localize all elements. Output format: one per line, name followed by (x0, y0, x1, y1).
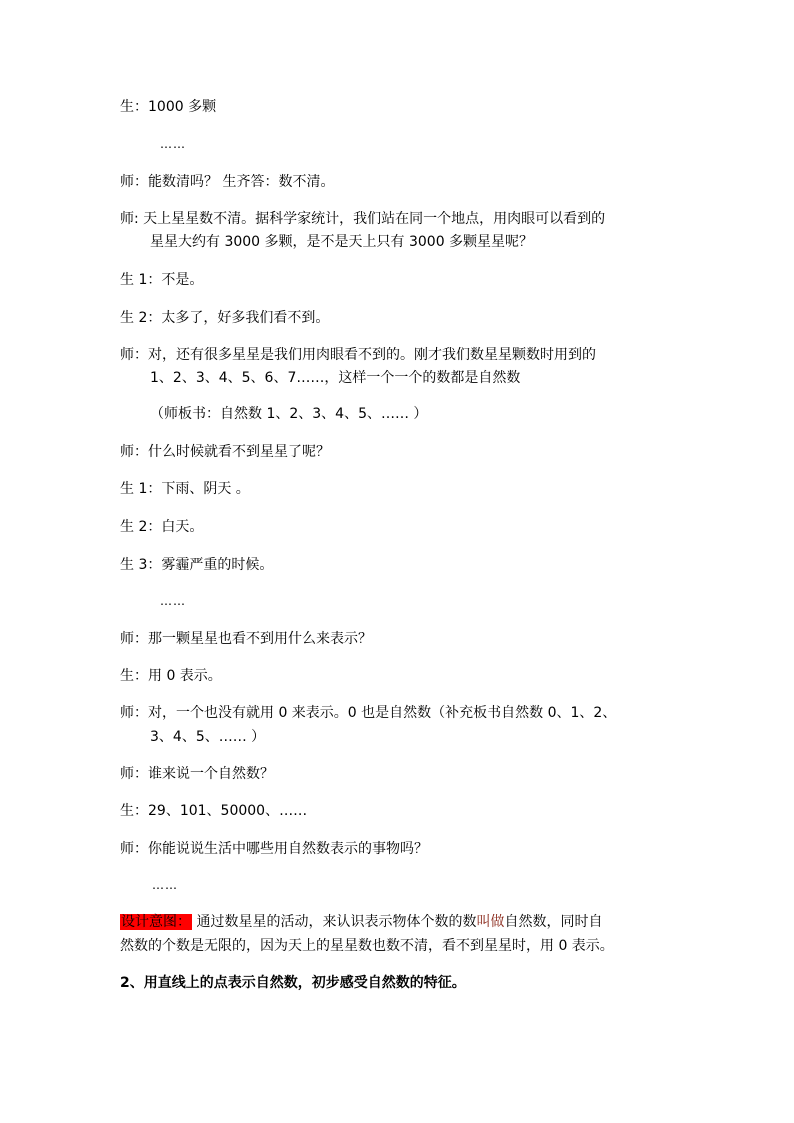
dialogue-line: 师: 天上星星数不清。据科学家统计，我们站在同一个地点，用肉眼可以看到的 (120, 211, 606, 227)
dialogue-line: 师：什么时候就看不到星星了呢？ (120, 444, 330, 460)
design-intent-text: 通过数星星的活动，来认识表示物体个数的数 (196, 914, 477, 930)
dialogue-line: 生：29、101、50000、…… (120, 803, 308, 819)
dialogue-line: 师：你能说说生活中哪些用自然数表示的事物吗？ (120, 841, 428, 857)
dialogue-line: 生：1000 多颗 (120, 99, 217, 115)
dialogue-line: 生 3：雾霾严重的时候。 (120, 557, 274, 573)
dialogue-line-continuation: 1、2、3、4、5、6、7……，这样一个一个的数都是自然数 (150, 370, 521, 386)
dialogue-line: 师：那一颗星星也看不到用什么来表示？ (120, 631, 372, 647)
design-intent-text-end: 自然数，同时自 (504, 914, 603, 930)
dialogue-line: 生 1：下雨、阴天 。 (120, 481, 250, 497)
ellipsis-line: …… (152, 878, 178, 892)
dialogue-line-continuation: 星星大约有 3000 多颗，是不是天上只有 3000 多颗星星呢？ (150, 234, 534, 250)
dialogue-line: 师：对，一个也没有就用 0 来表示。0 也是自然数（补充板书自然数 0、1、2、 (120, 705, 617, 721)
design-intent-highlight: 叫做 (476, 914, 505, 930)
design-intent-line-2: 然数的个数是无限的，因为天上的星星数也数不清，看不到星星时，用 0 表示。 (120, 938, 614, 954)
blackboard-note: （师板书：自然数 1、2、3、4、5、…… ） (150, 406, 428, 422)
section-heading: 2、用直线上的点表示自然数，初步感受自然数的特征。 (120, 975, 466, 991)
design-intent-line (120, 912, 602, 932)
ellipsis-line: …… (160, 594, 186, 608)
design-intent-tag: 设计意图： (121, 914, 191, 930)
dialogue-line: 师：能数清吗？ 生齐答：数不清。 (120, 174, 335, 190)
dialogue-line: 师：谁来说一个自然数？ (120, 766, 274, 782)
dialogue-line: 生 2：太多了，好多我们看不到。 (120, 310, 330, 326)
ellipsis-line: …… (160, 137, 186, 151)
dialogue-line: 师：对，还有很多星星是我们用肉眼看不到的。刚才我们数星星颗数时用到的 (120, 347, 596, 363)
dialogue-line-continuation: 3、4、5、…… ） (150, 729, 266, 745)
dialogue-line: 生 1：不是。 (120, 272, 204, 288)
dialogue-line: 生：用 0 表示。 (120, 668, 222, 684)
dialogue-line: 生 2：白天。 (120, 519, 204, 535)
